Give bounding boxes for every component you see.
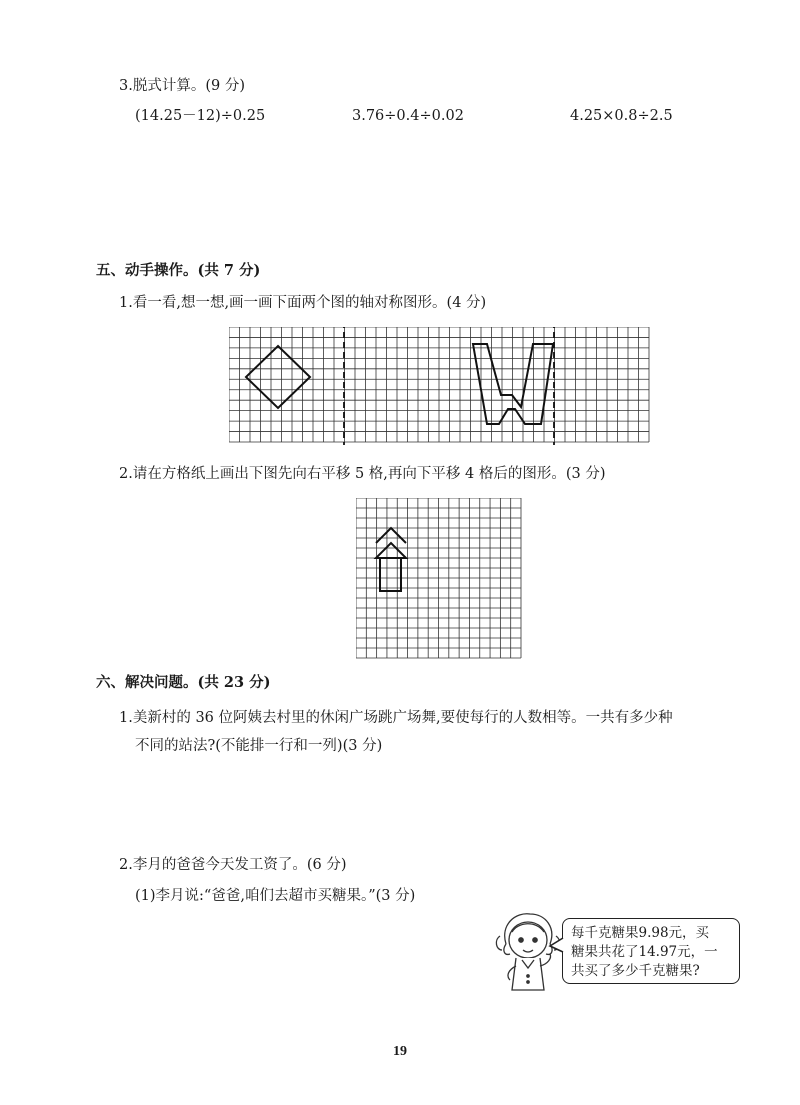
speech-bubble	[562, 918, 740, 984]
expression-3: 4.25×0.8÷2.5	[570, 108, 673, 124]
diamond-shape	[246, 346, 310, 408]
section-5-q1: 1.看一看,想一想,画一画下面两个图的轴对称图形。(4 分)	[119, 295, 487, 311]
page-number: 19	[393, 1044, 407, 1059]
section-6-q2: 2.李月的爸爸今天发工资了。(6 分)	[119, 857, 347, 873]
expression-2: 3.76÷0.4÷0.02	[352, 108, 464, 124]
bubble-line-3: 共买了多少千克糖果?	[571, 963, 700, 979]
speech-bubble-tail	[548, 936, 566, 956]
bubble-line-1: 每千克糖果9.98元，买	[571, 925, 710, 941]
expression-1: (14.25－12)÷0.25	[135, 108, 266, 124]
symmetry-grid-lines	[229, 327, 649, 442]
section-6-title: 六、解决问题。(共 23 分)	[96, 674, 271, 691]
section-5-title: 五、动手操作。(共 7 分)	[96, 262, 261, 279]
bubble-line-2: 糖果共花了14.97元，一	[571, 944, 718, 960]
symmetry-grid	[229, 327, 653, 445]
w-half-shape	[473, 344, 553, 424]
translation-grid	[356, 498, 522, 660]
section-5-q2: 2.请在方格纸上画出下图先向右平移 5 格,再向下平移 4 格后的图形。(3 分)	[119, 466, 606, 482]
arrow-shape	[376, 528, 406, 591]
section-6-q1-line1: 1.美新村的 36 位阿姨去村里的休闲广场跳广场舞,要使每行的人数相等。一共有多少种	[119, 710, 673, 726]
section-6-q1-line2: 不同的站法?(不能排一行和一列)(3 分)	[135, 738, 383, 754]
section-6-q2-sub1: (1)李月说:“爸爸,咱们去超市买糖果。”(3 分)	[135, 888, 416, 904]
q3-title: 3.脱式计算。(9 分)	[119, 78, 245, 94]
